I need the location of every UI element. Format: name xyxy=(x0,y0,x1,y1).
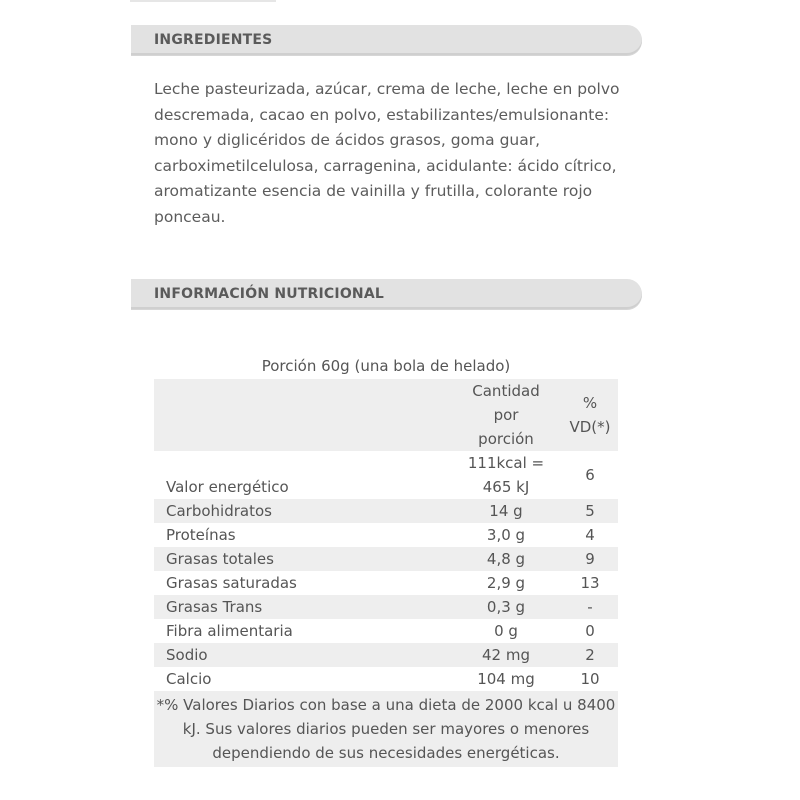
ingredients-header: INGREDIENTES xyxy=(131,25,642,55)
nutrient-quantity: 4,8 g xyxy=(450,547,562,571)
nutrient-quantity: 104 mg xyxy=(477,670,535,688)
nutrient-name: Sodio xyxy=(154,643,450,667)
portion-caption: Porción 60g (una bola de helado) xyxy=(261,357,511,375)
nutrient-name: Grasas saturadas xyxy=(166,574,297,592)
nutrient-vd: 2 xyxy=(562,643,618,667)
top-divider xyxy=(130,0,276,2)
nutrient-vd: - xyxy=(562,595,618,619)
nutrient-name: Valor energético xyxy=(166,478,289,496)
quantity-header-line: porción xyxy=(478,430,534,448)
nutrient-name: Grasas Trans xyxy=(154,595,450,619)
nutrient-name: Calcio xyxy=(166,670,212,688)
footnote-row xyxy=(154,691,618,767)
energy-kcal: 111kcal = xyxy=(467,454,545,472)
ingredients-text: Leche pasteurizada, azúcar, crema de leche, leche en polvo descremada, cacao en polvo, estabilizantes/emulsionante: mono y diglicéridos de ácidos grasos, goma guar, carboximetilcelulosa, carragenina, acidulante: ácido cítrico, aromatizante esencia de vainilla y frutilla, colorante rojo ponceau. xyxy=(154,80,620,226)
nutrient-vd: 0 xyxy=(585,622,595,640)
nutrient-quantity: 2,9 g xyxy=(486,574,526,592)
table-row xyxy=(154,547,618,571)
table-row xyxy=(154,667,618,691)
nutrient-name: Carbohidratos xyxy=(154,499,450,523)
nutrient-quantity: 42 mg xyxy=(450,643,562,667)
nutrient-quantity: 14 g xyxy=(450,499,562,523)
nutrient-quantity: 3,0 g xyxy=(486,526,526,544)
nutrient-vd: 4 xyxy=(585,526,595,544)
table-row xyxy=(154,499,618,523)
nutrient-name: Proteínas xyxy=(166,526,236,544)
nutrient-quantity: 0 g xyxy=(494,622,518,640)
header-empty-cell xyxy=(154,379,450,451)
nutrient-name: Grasas totales xyxy=(154,547,450,571)
table-header-row xyxy=(154,379,618,451)
table-row xyxy=(154,619,618,643)
nutrient-vd: 5 xyxy=(562,499,618,523)
vd-column-header: % VD(*) xyxy=(562,379,618,451)
table-row xyxy=(154,523,618,547)
table-row-energy xyxy=(154,451,618,499)
nutrition-header: INFORMACIÓN NUTRICIONAL xyxy=(131,279,642,309)
nutrient-vd: 13 xyxy=(580,574,600,592)
quantity-header-line: Cantidad xyxy=(472,382,540,400)
table-row xyxy=(154,571,618,595)
daily-values-footnote: *% Valores Diarios con base a una dieta de 2000 kcal u 8400 kJ. Sus valores diarios pueden ser mayores o menores dependiendo de sus necesidades energéticas. xyxy=(154,691,618,767)
table-row xyxy=(154,643,618,667)
quantity-column-header xyxy=(450,379,562,451)
nutrition-table xyxy=(154,379,618,767)
nutrient-quantity xyxy=(450,451,562,499)
nutrient-vd: 6 xyxy=(585,466,595,484)
energy-kj: 465 kJ xyxy=(482,478,530,496)
nutrient-vd: 9 xyxy=(562,547,618,571)
nutrient-quantity: 0,3 g xyxy=(450,595,562,619)
quantity-header-line: por xyxy=(493,406,519,424)
table-row xyxy=(154,595,618,619)
nutrient-name: Fibra alimentaria xyxy=(166,622,293,640)
nutrient-vd: 10 xyxy=(580,670,600,688)
